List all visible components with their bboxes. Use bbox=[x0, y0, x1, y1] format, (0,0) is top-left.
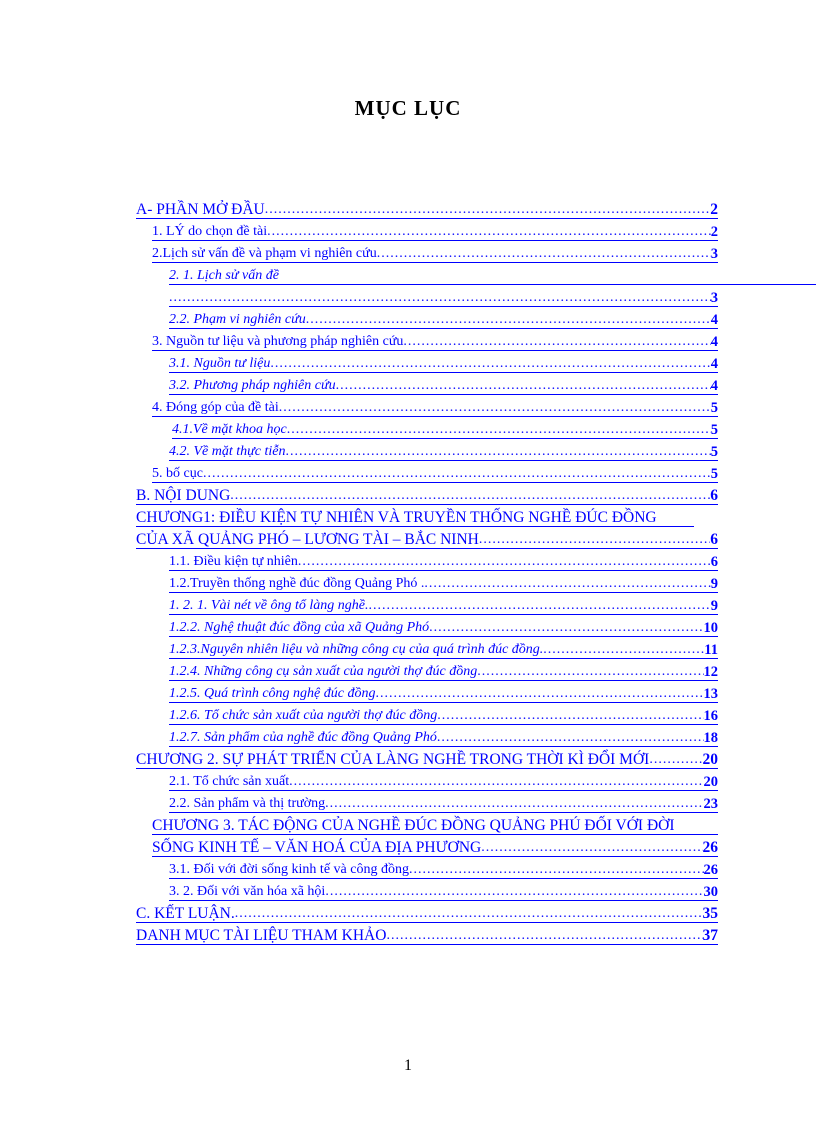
toc-leader bbox=[287, 422, 711, 438]
toc-entry-text: 5. bố cục bbox=[152, 466, 203, 481]
toc-entry-text: 1. LÝ do chọn đề tài bbox=[152, 224, 268, 239]
toc-entry[interactable] bbox=[136, 900, 718, 923]
toc-entry-page: 37 bbox=[702, 927, 718, 944]
toc-entry-text: 1.1. Điều kiện tự nhiên bbox=[169, 554, 298, 569]
page-title: MỤC LỤC bbox=[354, 96, 462, 120]
toc-leader bbox=[479, 531, 710, 548]
toc-leader bbox=[306, 312, 711, 328]
toc-leader bbox=[429, 620, 703, 636]
toc-entry[interactable] bbox=[169, 680, 718, 703]
toc-entry[interactable] bbox=[152, 328, 718, 351]
toc-entry-page: 12 bbox=[703, 664, 718, 680]
toc-entry[interactable] bbox=[152, 460, 718, 483]
toc-entry-page: 3 bbox=[710, 290, 718, 306]
toc-entry[interactable] bbox=[169, 724, 718, 747]
toc-leader bbox=[169, 290, 711, 306]
toc-leader bbox=[203, 466, 711, 482]
toc-entry[interactable] bbox=[169, 592, 718, 615]
toc-leader bbox=[325, 796, 703, 812]
toc-entry-page: 5 bbox=[710, 422, 718, 438]
toc-entry[interactable] bbox=[152, 240, 718, 263]
toc-entry[interactable] bbox=[169, 768, 718, 791]
toc-leader bbox=[477, 664, 703, 680]
toc-entry-text: 1.2.2. Nghệ thuật đúc đồng của xã Quảng Phó bbox=[169, 620, 430, 635]
toc-entry-page: 20 bbox=[703, 774, 718, 790]
toc-entry-text: CHƯƠNG 3. TÁC ĐỘNG CỦA NGHỀ ĐÚC ĐỒNG QUẢNG PHÚ ĐỐI VỚI ĐỜI bbox=[152, 817, 675, 834]
toc-entry[interactable] bbox=[169, 372, 718, 395]
toc-entry[interactable] bbox=[169, 790, 718, 813]
toc-entry-text: 2. 1. Lịch sử vấn đề bbox=[169, 268, 279, 283]
toc-entry-page: 35 bbox=[702, 905, 718, 922]
toc-entry[interactable] bbox=[169, 548, 718, 571]
toc-entry[interactable] bbox=[169, 570, 718, 593]
toc-leader bbox=[368, 598, 710, 614]
toc-entry[interactable] bbox=[169, 658, 718, 681]
toc-leader bbox=[265, 201, 711, 218]
toc-entry[interactable] bbox=[169, 262, 816, 285]
toc-entry-text: 1. 2. 1. Vài nét về ông tổ làng nghề. bbox=[169, 598, 369, 613]
toc-entry-text: 4. Đóng góp của đề tài bbox=[152, 400, 279, 415]
toc-entry[interactable] bbox=[169, 350, 718, 373]
toc-entry-text: 1.2.6. Tổ chức sản xuất của người thợ đúc đồng bbox=[169, 708, 438, 723]
toc-entry-page: 18 bbox=[703, 730, 718, 746]
toc-entry-text: CHƯƠNG1: ĐIỀU KIỆN TỰ NHIÊN VÀ TRUYỀN THỐNG NGHỀ ĐÚC ĐỒNG bbox=[136, 509, 657, 526]
toc-entry[interactable] bbox=[172, 416, 718, 439]
toc-leader bbox=[437, 708, 703, 724]
toc-leader bbox=[289, 774, 703, 790]
toc-entry[interactable] bbox=[169, 306, 718, 329]
toc-entry-page: 6 bbox=[710, 554, 718, 570]
toc-entry[interactable] bbox=[152, 834, 718, 857]
toc-entry[interactable] bbox=[169, 856, 718, 879]
toc-leader bbox=[336, 378, 711, 394]
toc-entry-page: 6 bbox=[710, 487, 718, 504]
toc-entry[interactable] bbox=[169, 438, 718, 461]
toc-entry-page: 5 bbox=[710, 466, 718, 482]
toc-entry-text: DANH MỤC TÀI LIỆU THAM KHẢO bbox=[136, 927, 387, 944]
toc-entry-text: 1.2.4. Những công cụ sản xuất của người thợ đúc đồng bbox=[169, 664, 478, 679]
toc-leader bbox=[543, 642, 704, 658]
toc-leader bbox=[298, 554, 711, 570]
toc-entry[interactable] bbox=[136, 526, 718, 549]
toc-entry-page: 2 bbox=[710, 224, 718, 240]
toc-leader bbox=[267, 224, 711, 240]
toc-entry-page: 26 bbox=[702, 839, 718, 856]
toc-leader bbox=[403, 334, 710, 350]
toc-entry-text: 2.Lịch sử vấn đề và phạm vi nghiên cứu bbox=[152, 246, 377, 261]
toc-leader bbox=[235, 905, 703, 922]
toc-entry-text: A- PHẦN MỞ ĐẦU bbox=[136, 201, 265, 218]
toc-entry[interactable] bbox=[169, 284, 718, 307]
toc-entry-text: 2.2. Sản phẩm và thị trường bbox=[169, 796, 326, 811]
toc-entry-page: 4 bbox=[710, 356, 718, 372]
toc-leader bbox=[286, 444, 711, 460]
toc-entry-text: 2.2. Phạm vi nghiên cứu bbox=[169, 312, 306, 327]
toc-entry-page: 2 bbox=[710, 201, 718, 218]
toc-entry[interactable] bbox=[169, 878, 718, 901]
toc-entry-page: 13 bbox=[703, 686, 718, 702]
toc-entry[interactable] bbox=[169, 702, 718, 725]
toc-entry[interactable] bbox=[169, 614, 718, 637]
toc-entry-text: B. NỘI DUNG bbox=[136, 487, 231, 504]
toc-entry-text: 1.2.3.Nguyên nhiên liệu và những công cụ của quá trình đúc đồng. bbox=[169, 642, 544, 657]
toc-entry-page: 4 bbox=[710, 312, 718, 328]
toc-entry-page: 3 bbox=[710, 246, 718, 262]
toc-leader bbox=[325, 884, 703, 900]
toc-entry-page: 9 bbox=[710, 598, 718, 614]
toc-entry-page: 4 bbox=[710, 378, 718, 394]
toc-entry-text: 4.1.Về mặt khoa học bbox=[172, 422, 287, 437]
toc-entry-page: 4 bbox=[710, 334, 718, 350]
toc-leader bbox=[270, 356, 710, 372]
toc-entry-text: C. KẾT LUẬN. bbox=[136, 905, 235, 922]
toc-entry-page: 16 bbox=[703, 708, 718, 724]
toc-entry-text: 2.1. Tổ chức sản xuất bbox=[169, 774, 290, 789]
toc-entry-text: 4.2. Về mặt thực tiễn bbox=[169, 444, 286, 459]
toc-leader bbox=[437, 730, 704, 746]
toc-entry-page: 11 bbox=[704, 642, 718, 658]
toc-entry[interactable] bbox=[136, 746, 718, 769]
toc-entry[interactable] bbox=[136, 922, 718, 945]
toc-entry-text: 3.2. Phương pháp nghiên cứu bbox=[169, 378, 336, 393]
toc-entry[interactable] bbox=[152, 218, 718, 241]
toc-entry-text: 3. Nguồn tư liệu và phương pháp nghiên cứu bbox=[152, 334, 404, 349]
toc-leader bbox=[649, 751, 702, 768]
toc-entry-page: 20 bbox=[702, 751, 718, 768]
toc-entry[interactable] bbox=[169, 636, 718, 659]
toc-entry-page: 10 bbox=[703, 620, 718, 636]
toc-entry[interactable] bbox=[136, 482, 718, 505]
toc-leader bbox=[377, 246, 711, 262]
toc-entry-text: CHƯƠNG 2. SỰ PHÁT TRIỂN CỦA LÀNG NGHỀ TRONG THỜI KÌ ĐỔI MỚI bbox=[136, 751, 650, 768]
toc-leader bbox=[424, 576, 710, 592]
toc-entry-page: 5 bbox=[710, 400, 718, 416]
toc-leader bbox=[481, 839, 702, 856]
page-number: 1 bbox=[404, 1057, 412, 1074]
toc-entry-page: 5 bbox=[710, 444, 718, 460]
toc-entry-page: 23 bbox=[703, 796, 718, 812]
toc-entry-text: 3.1. Nguồn tư liệu bbox=[169, 356, 271, 371]
toc-entry[interactable] bbox=[152, 812, 718, 835]
toc-leader bbox=[386, 927, 702, 944]
toc-entry-page: 9 bbox=[710, 576, 718, 592]
toc-entry-text: 1.2.Truyền thống nghề đúc đồng Quảng Phó . bbox=[169, 576, 425, 591]
toc-entry-text: 3.1. Đối với đời sống kinh tế và công đồng bbox=[169, 862, 409, 877]
toc-entry-text: 1.2.7. Sản phẩm của nghề đúc đồng Quảng Phó bbox=[169, 730, 437, 745]
toc-entry-page: 26 bbox=[703, 862, 718, 878]
toc-entry-text: 1.2.5. Quá trình công nghệ đúc đồng bbox=[169, 686, 376, 701]
toc-leader bbox=[230, 487, 710, 504]
toc-entry-text: SỐNG KINH TẾ – VĂN HOÁ CỦA ĐỊA PHƯƠNG bbox=[152, 839, 482, 856]
toc-entry[interactable] bbox=[136, 196, 718, 219]
toc-entry[interactable] bbox=[136, 504, 694, 527]
toc-leader bbox=[375, 686, 703, 702]
toc-entry-text: 3. 2. Đối với văn hóa xã hội bbox=[169, 884, 326, 899]
toc-entry-page: 30 bbox=[703, 884, 718, 900]
toc-entry-page: 6 bbox=[710, 531, 718, 548]
toc-entry[interactable] bbox=[152, 394, 718, 417]
toc-leader bbox=[409, 862, 704, 878]
toc-entry-text: CỦA XÃ QUẢNG PHÓ – LƯƠNG TÀI – BẮC NINH bbox=[136, 531, 479, 548]
toc-leader bbox=[279, 400, 711, 416]
